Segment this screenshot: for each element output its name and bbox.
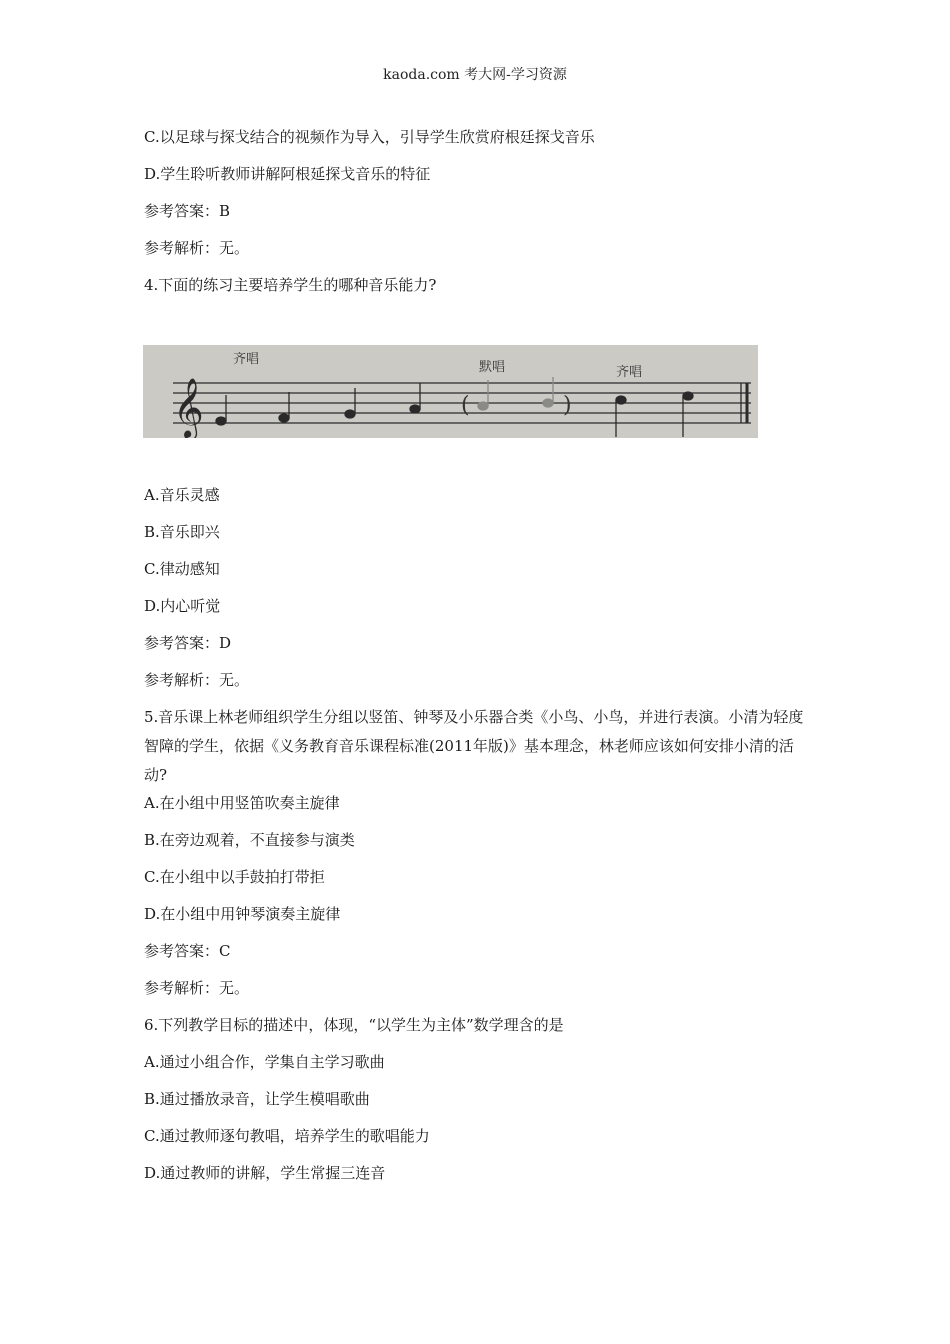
label-qichang-right: 齐唱 xyxy=(616,365,643,380)
q4-option-c: C.律动感知 xyxy=(144,560,220,578)
q6-option-a: A.通过小组合作，学集自主学习歌曲 xyxy=(144,1053,385,1071)
page-header: kaoda.com 考大网-学习资源 xyxy=(383,67,567,83)
q6-option-d: D.通过教师的讲解，学生常握三连音 xyxy=(144,1164,386,1182)
music-staff-image xyxy=(143,345,758,438)
q5-stem: 5.音乐课上林老师组织学生分组以竖笛、钟琴及小乐器合类《小鸟、小鸟，并进行表演。小清为轻度智障的学生，依据《义务教育音乐课程标准(2011年版)》基本理念，林老师应该如何安排小清的活动? xyxy=(144,708,804,784)
q4-option-b: B.音乐即兴 xyxy=(144,523,220,541)
label-mochang: 默唱 xyxy=(479,360,506,375)
q4-option-a: A.音乐灵感 xyxy=(144,486,220,504)
q3-analysis: 参考解析：无。 xyxy=(144,239,250,257)
q5-option-a: A.在小组中用竖笛吹奏主旋律 xyxy=(144,794,340,812)
q5-analysis: 参考解析：无。 xyxy=(144,979,250,997)
q3-answer: 参考答案：B xyxy=(144,202,231,220)
paren-open: ( xyxy=(461,393,470,418)
treble-clef-icon: 𝄞 xyxy=(173,378,204,438)
q5-option-c: C.在小组中以手鼓拍打带拒 xyxy=(144,868,325,886)
q4-answer: 参考答案：D xyxy=(144,634,232,652)
q3-option-d: D.学生聆听教师讲解阿根延探戈音乐的特征 xyxy=(144,165,431,183)
label-qichang-left: 齐唱 xyxy=(233,352,260,367)
q6-option-c: C.通过教师逐句教唱，培养学生的歌唱能力 xyxy=(144,1127,430,1145)
paren-close: ) xyxy=(563,393,572,418)
q5-option-d: D.在小组中用钟琴演奏主旋律 xyxy=(144,905,341,923)
q3-option-c: C.以足球与探戈结合的视频作为导入，引导学生欣赏府根廷探戈音乐 xyxy=(144,128,595,146)
q4-stem: 4.下面的练习主要培养学生的哪种音乐能力? xyxy=(144,276,437,294)
q6-stem: 6.下列教学目标的描述中，体现，“以学生为主体”数学理含的是 xyxy=(144,1016,564,1034)
q5-option-b: B.在旁边观着，不直接参与演类 xyxy=(144,831,355,849)
q5-answer: 参考答案：C xyxy=(144,942,231,960)
q6-option-b: B.通过播放录音，让学生模唱歌曲 xyxy=(144,1090,370,1108)
q4-option-d: D.内心听觉 xyxy=(144,597,221,615)
q4-analysis: 参考解析：无。 xyxy=(144,671,250,689)
